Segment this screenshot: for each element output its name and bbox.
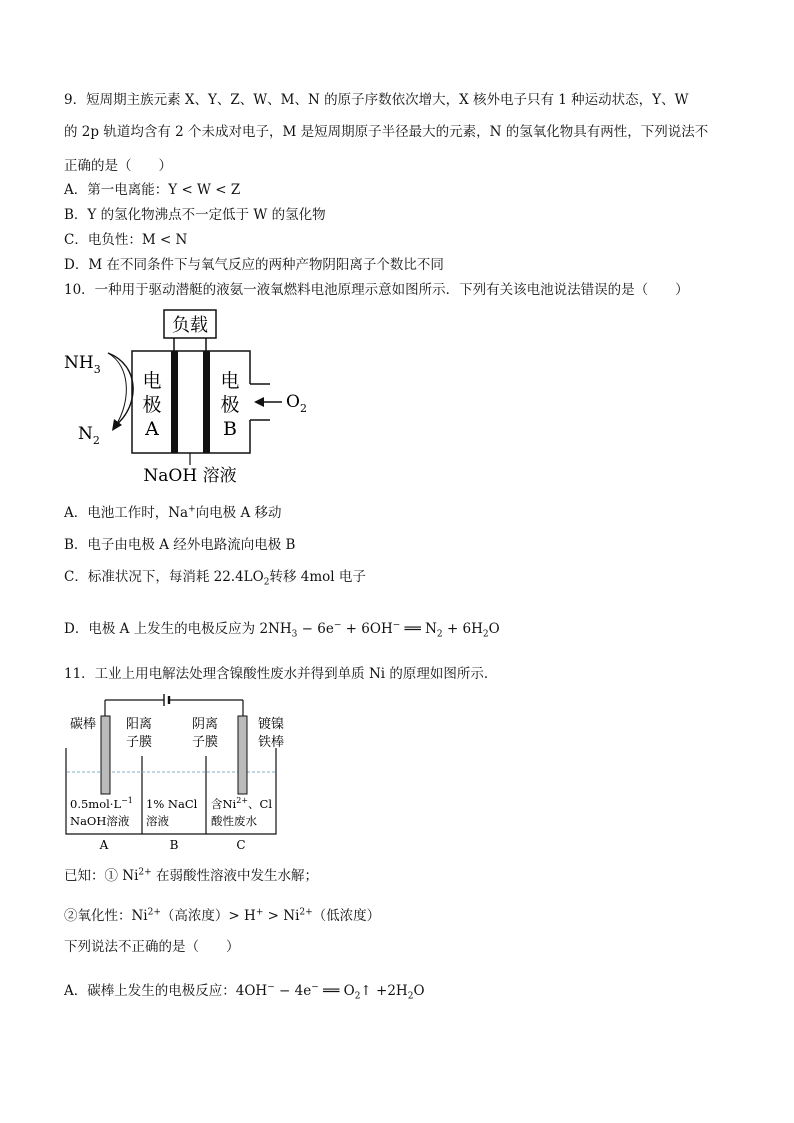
cation-membrane-label-2: 子膜 [126,735,153,750]
q9-option-a: A．第一电离能：Y < W < Z [64,182,241,198]
nh3-label: $NH_3$ [64,353,101,376]
nickel-plated-iron-rod [238,716,247,794]
section-b-label: B [169,838,179,852]
electrode-b-char2: 极 [220,394,240,416]
electrode-b-char3: B [223,418,237,440]
cell-a-line1: $0.5mol\cdot L^{-1}$ [70,796,133,811]
q9-option-b: B．Y 的氢化物沸点不一定低于 W 的氢化物 [64,207,326,223]
anion-membrane-label-1: 阴离 [192,717,219,732]
q10-option-c: C．标准状况下，每消耗 $22.4LO_2$转移 4mol 电子 [64,569,366,588]
q9-stem-line2: 的 2p 轨道均含有 2 个未成对电子，M 是短周期原子半径最大的元素，N 的氢氧化物具有两性，下列说法不 [64,124,709,140]
cation-membrane-label-1: 阳离 [126,717,153,732]
q9-stem-line3: 正确的是（ ） [64,158,172,174]
electrode-a-char3: A [145,418,159,440]
q11-known-2: ②氧化性：$Ni^{2+}$（高浓度）> $H^+ > Ni^{2+}$（低浓度） [64,907,381,924]
carbon-rod [101,716,110,794]
q11-question: 下列说法不正确的是（ ） [64,939,240,955]
q10-option-d: D．电极 A 上发生的电极反应为 $2NH_3 - 6e^- + 6OH^-$ ══ $N_2 + 6H_2O$ [64,620,500,640]
cell-b-line2: 溶液 [146,814,169,828]
ni-rod-label-1: 镀镍 [258,717,285,732]
fuel-cell-diagram [60,305,320,487]
q11-option-a: A．碳棒上发生的电极反应：4OH− − 4e− ══ $O_2↑ +2H_2O$ [64,982,425,1002]
electrode-a [171,351,178,453]
electrode-b-char1: 电 [220,370,240,392]
cell-a-line2: NaOH溶液 [70,814,130,828]
q9-option-d: D．M 在不同条件下与氧气反应的两种产物阴阳离子个数比不同 [64,257,444,273]
anion-membrane-label-2: 子膜 [192,735,219,750]
q9-option-c: C．电负性：M < N [64,232,188,248]
electrode-b [203,351,210,453]
q11-stem: 11．工业上用电解法处理含镍酸性废水并得到单质 Ni 的原理如图所示． [64,666,498,682]
naoh-solution-label: NaOH 溶液 [143,466,237,486]
electrode-a-char2: 极 [142,394,162,416]
section-c-label: C [236,838,246,852]
electrode-a-char1: 电 [142,370,162,392]
carbon-rod-label: 碳棒 [70,717,97,732]
ni-rod-label-2: 铁棒 [258,735,285,750]
n2-label: $N_2$ [78,424,100,447]
section-a-label: A [99,838,109,852]
electrolysis-diagram [62,692,292,852]
cell-c-line2: 酸性废水 [211,814,257,828]
q9-stem-line1: 9．短周期主族元素 X、Y、Z、W、M、N 的原子序数依次增大，X 核外电子只有 1 种运动状态，Y、W [64,92,689,108]
o2-label: $O_2$ [286,392,307,415]
q11-known-1: 已知：① $Ni^{2+}$ 在弱酸性溶液中发生水解； [64,867,318,884]
q10-stem: 10．一种用于驱动潜艇的液氨一液氧燃料电池原理示意如图所示．下列有关该电池说法错误的是（ ） [64,282,689,298]
q10-option-b: B．电子由电极 A 经外电路流向电极 B [64,537,296,553]
load-label: 负载 [172,315,208,336]
q10-option-a: A．电池工作时，Na+向电极 A 移动 [64,504,282,521]
cell-b-line1: 1% NaCl [146,797,198,811]
cell-c-line1: 含$Ni^{2+}$、Cl [211,796,273,811]
